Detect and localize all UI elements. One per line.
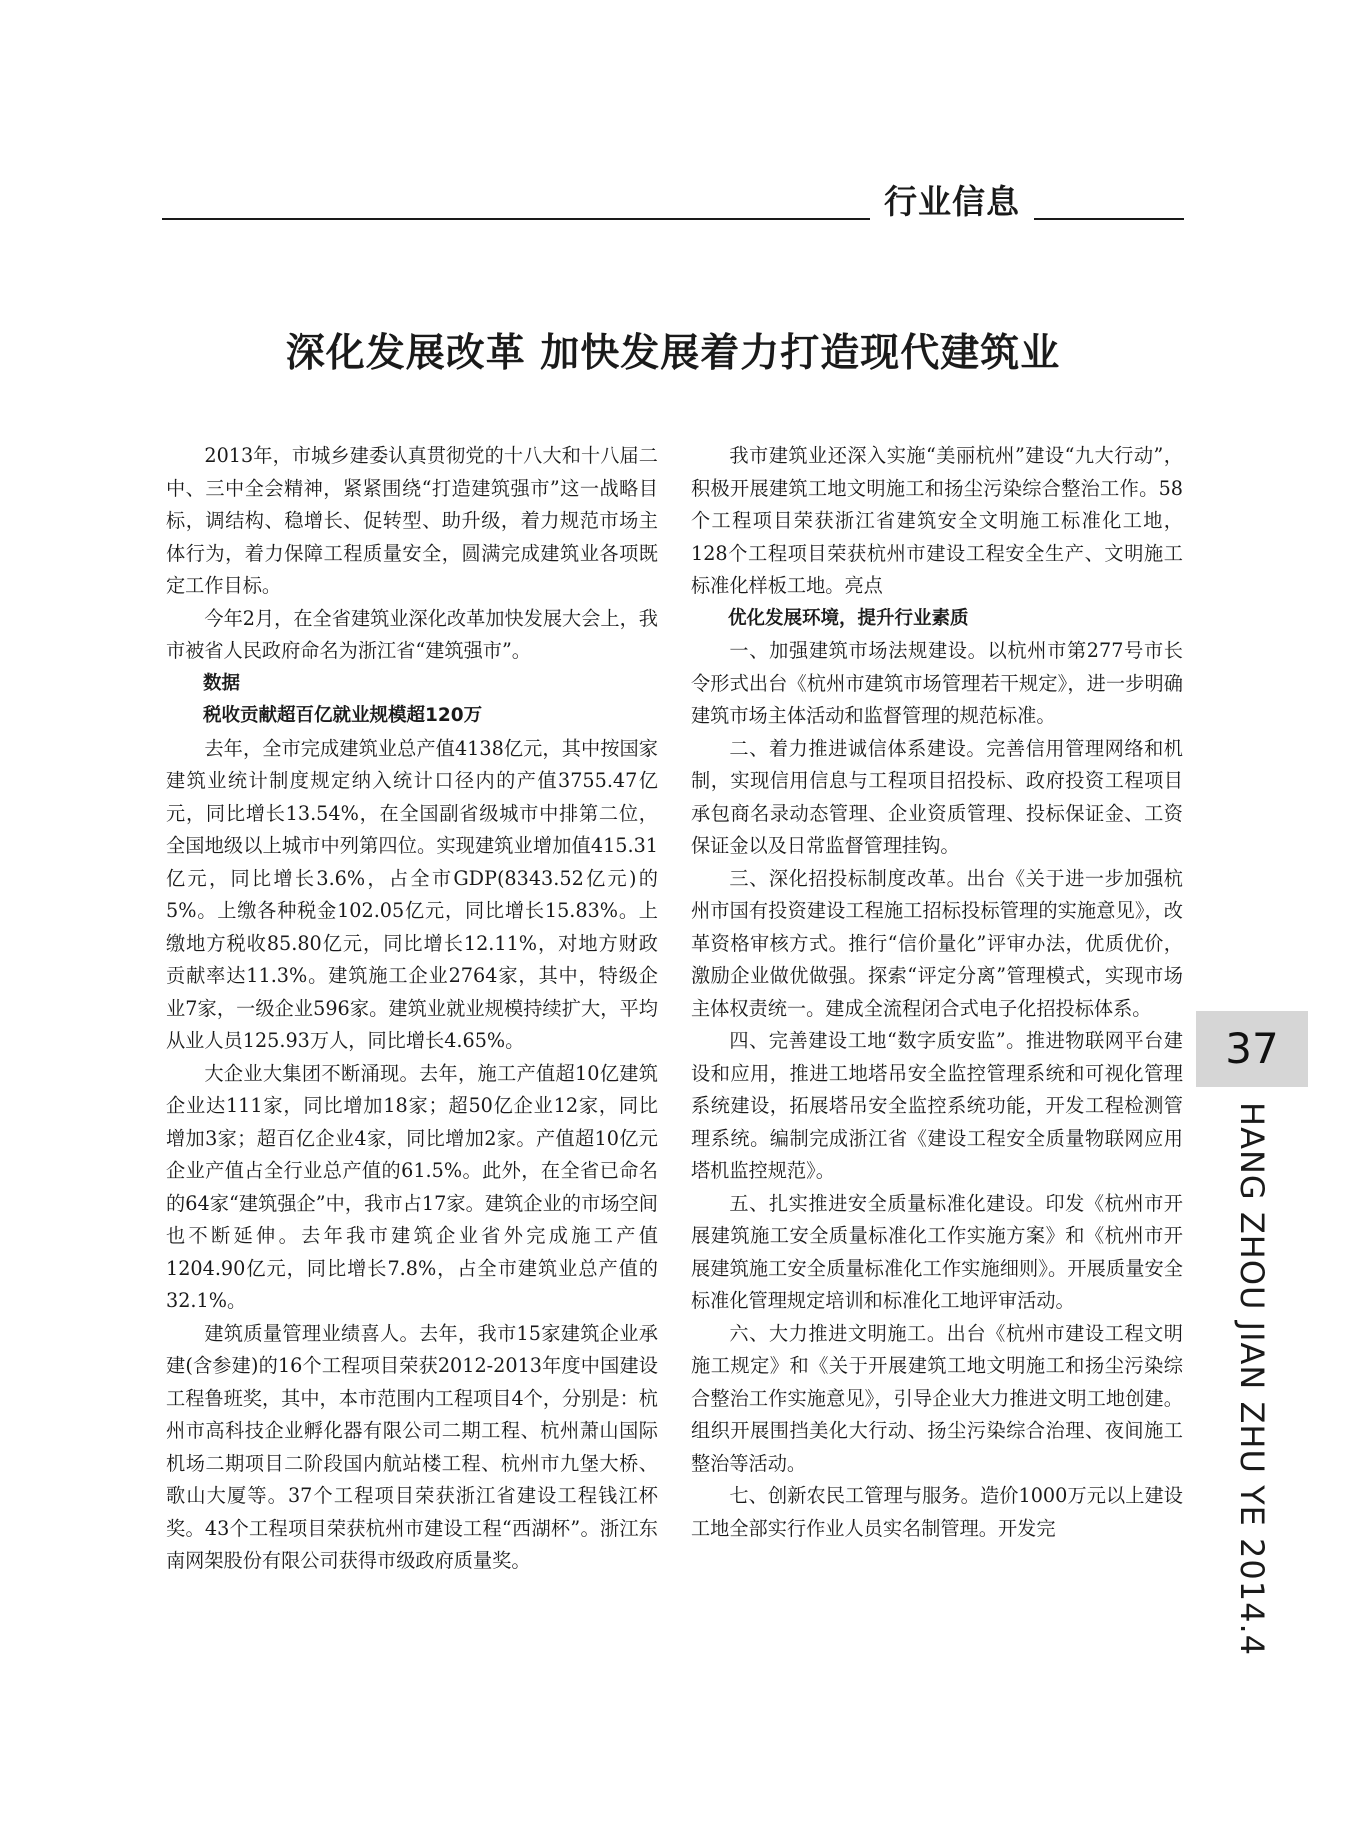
paragraph: 大企业大集团不断涌现。去年，施工产值超10亿建筑企业达111家，同比增加18家；超50亿企业12家，同比增加3家；超百亿企业4家，同比增加2家。产值超10亿元企业产值占全行业总产值的61.5%。此外，在全省已命名的64家“建筑强企”中，我市占17家。建筑企业的市场空间也不断延伸。去年我市建筑企业省外完成施工产值1204.90亿元，同比增长7.8%，占全市建筑业总产值的32.1%。 (166, 1061, 658, 1312)
header-rule-left (162, 218, 870, 220)
paragraph: 我市建筑业还深入实施“美丽杭州”建设“九大行动”，积极开展建筑工地文明施工和扬尘污染综合整治工作。58个工程项目荣获浙江省建筑安全文明施工标准化工地，128个工程项目荣获杭州市建设工程安全生产、文明施工标准化样板工地。亮点 (691, 444, 1183, 597)
subheading: 数据 (203, 672, 241, 694)
page-number: 37 (1196, 1011, 1308, 1087)
subheading: 税收贡献超百亿就业规模超120万 (203, 705, 483, 726)
paragraph: 七、创新农民工管理与服务。造价1000万元以上建设工地全部实行作业人员实名制管理。开发完 (691, 1484, 1183, 1540)
paragraph: 三、深化招投标制度改革。出台《关于进一步加强杭州市国有投资建设工程施工招标投标管理的实施意见》，改革资格审核方式。推行“信价量化”评审办法，优质优价，激励企业做优做强。探索“评定分离”管理模式，实现市场主体权责统一。建成全流程闭合式电子化招投标体系。 (691, 866, 1183, 1020)
paragraph: 二、着力推进诚信体系建设。完善信用管理网络和机制，实现信用信息与工程项目招投标、政府投资工程项目承包商名录动态管理、企业资质管理、投标保证金、工资保证金以及日常监督管理挂钩。 (691, 736, 1183, 857)
right-column (691, 440, 1183, 1545)
section-label: 行业信息 (884, 182, 1020, 221)
paragraph: 建筑质量管理业绩喜人。去年，我市15家建筑企业承建(含参建)的16个工程项目荣获2012-2013年度中国建设工程鲁班奖，其中，本市范围内工程项目4个，分别是：杭州市高科技企业孵化器有限公司二期工程、杭州萧山国际机场二期项目二阶段国内航站楼工程、杭州市九堡大桥、歌山大厦等。37个工程项目荣获浙江省建设工程钱江杯奖。43个工程项目荣获杭州市建设工程“西湖杯”。浙江东南网架股份有限公司获得市级政府质量奖。 (166, 1321, 658, 1572)
paragraph: 2013年，市城乡建委认真贯彻党的十八大和十八届二中、三中全会精神，紧紧围绕“打造建筑强市”这一战略目标，调结构、稳增长、促转型、助升级，着力规范市场主体行为，着力保障工程质量安全，圆满完成建筑业各项既定工作目标。 (166, 444, 658, 597)
journal-side-text: HANG ZHOU JIAN ZHU YE 2014.4 (1233, 1102, 1271, 1656)
paragraph: 六、大力推进文明施工。出台《杭州市建设工程文明施工规定》和《关于开展建筑工地文明施工和扬尘污染综合整治工作实施意见》，引导企业大力推进文明工地创建。组织开展围挡美化大行动、扬尘污染综合治理、夜间施工整治等活动。 (691, 1321, 1183, 1475)
header-rule-right (1034, 218, 1184, 220)
paragraph: 一、加强建筑市场法规建设。以杭州市第277号市长令形式出台《杭州市建筑市场管理若干规定》，进一步明确建筑市场主体活动和监督管理的规范标准。 (691, 639, 1183, 727)
article-title: 深化发展改革 加快发展着力打造现代建筑业 (285, 330, 1061, 376)
paragraph: 今年2月，在全省建筑业深化改革加快发展大会上，我市被省人民政府命名为浙江省“建筑强市”。 (166, 606, 658, 662)
left-column (166, 440, 658, 1578)
paragraph: 五、扎实推进安全质量标准化建设。印发《杭州市开展建筑施工安全质量标准化工作实施方案》和《杭州市开展建筑施工安全质量标准化工作实施细则》。开展质量安全标准化管理规定培训和标准化工地评审活动。 (691, 1191, 1183, 1312)
paragraph: 四、完善建设工地“数字质安监”。推进物联网平台建设和应用，推进工地塔吊安全监控管理系统和可视化管理系统建设，拓展塔吊安全监控系统功能，开发工程检测管理系统。编制完成浙江省《建设工程安全质量物联网应用塔机监控规范》。 (691, 1029, 1183, 1182)
paragraph: 去年，全市完成建筑业总产值4138亿元，其中按国家建筑业统计制度规定纳入统计口径内的产值3755.47亿元，同比增长13.54%，在全国副省级城市中排第二位，全国地级以上城市中列第四位。实现建筑业增加值415.31亿元，同比增长3.6%，占全市GDP(8343.52亿元)的5%。上缴各种税金102.05亿元，同比增长15.83%。上缴地方税收85.80亿元，同比增长12.11%，对地方财政贡献率达11.3%。建筑施工企业2764家，其中，特级企业7家，一级企业596家。建筑业就业规模持续扩大，平均从业人员125.93万人，同比增长4.65%。 (166, 736, 658, 1052)
subheading: 优化发展环境，提升行业素质 (728, 607, 969, 629)
